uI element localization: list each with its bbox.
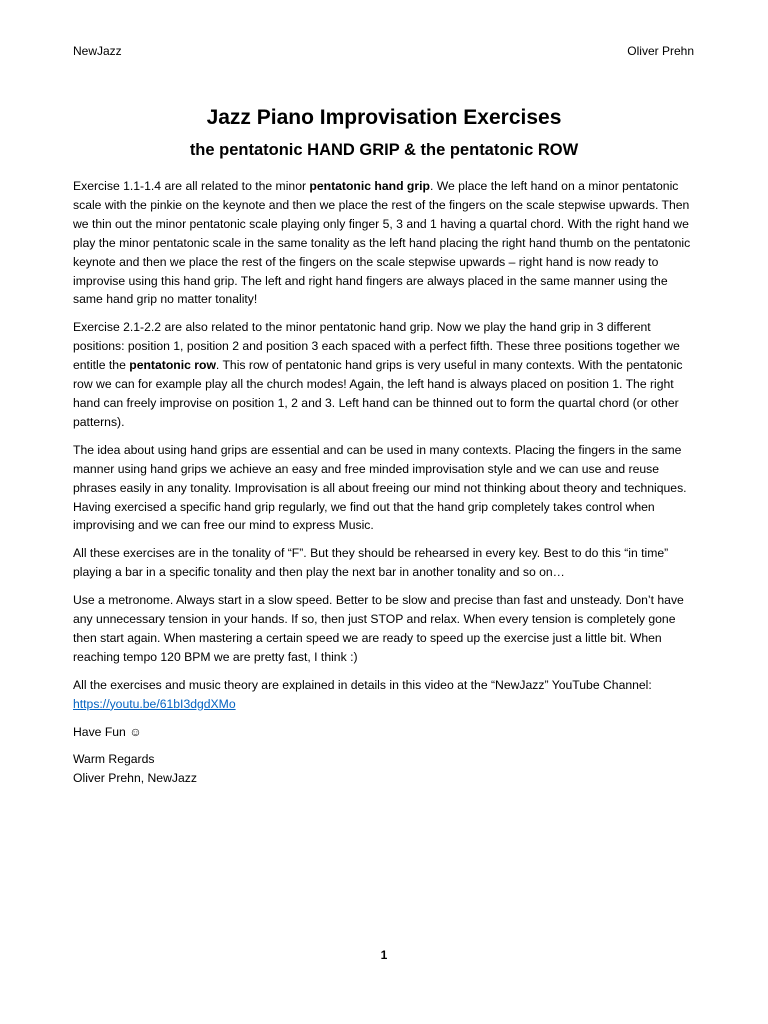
closing-block	[73, 750, 697, 788]
paragraph-text: . We place the left hand on a minor pentatonic scale with the pinkie on the keynote and then we place the rest of the fingers on the scale stepwise upwards. Then we thin out the minor pentatonic scale playing only finger 5, 3 and 1 having a quartal chord. With the right hand we play the minor pentatonic scale in the same tonality as the left hand placing the right hand thumb on the pentatonic keynote and then we place the rest of the fingers on the scale stepwise upwards – right hand is now ready to improvise using this hand grip. The left and right hand fingers are always placed in the same manner using the same hand grip no matter tonality!	[73, 179, 691, 307]
signature-line: Oliver Prehn, NewJazz	[73, 771, 197, 786]
bold-term-hand-grip: pentatonic hand grip	[309, 179, 430, 193]
paragraph-metronome: Use a metronome. Always start in a slow speed. Better to be slow and precise than fast and unsteady. Don’t have any unnecessary tension in your hands. If so, then just STOP and relax. When every tension is completely gone then start again. When mastering a certain speed we are ready to speed up the exercise just a little bit. When reaching tempo 120 BPM we are pretty fast, I think :)	[73, 593, 684, 664]
paragraph-text: Exercise 2.1-2.2 are also related to the minor pentatonic hand grip. Now we play the hand grip in 3 different positions: position 1, position 2 and position 3 each spaced with a perfect fifth. These three positions together we entitle the	[73, 320, 680, 373]
header-right: Oliver Prehn	[627, 44, 694, 58]
document-body	[73, 177, 697, 797]
closing-regards: Warm Regards	[73, 752, 155, 767]
page-number: 1	[380, 948, 388, 962]
have-fun-line: Have Fun ☺	[73, 724, 142, 739]
bold-term-pentatonic-row: pentatonic row	[129, 358, 216, 373]
paragraph-hand-grips: The idea about using hand grips are essential and can be used in many contexts. Placing the fingers in the same manner using hand grips we achieve an easy and free minded improvisation style and we can use and reuse phrases easily in any tonality. Improvisation is all about freeing our mind not thinking about theory and techniques. Having exercised a specific hand grip regularly, we find out that the hand grip completely takes control when improvising and we can free our mind to express Music.	[73, 442, 687, 533]
document-subtitle: the pentatonic HAND GRIP & the pentatonic ROW	[189, 141, 579, 159]
paragraph-exercise-2	[73, 318, 697, 431]
paragraph-exercise-1	[73, 177, 697, 309]
header-left: NewJazz	[73, 44, 122, 58]
paragraph-video	[73, 676, 697, 714]
youtube-link[interactable]: https://youtu.be/61bI3dgdXMo	[73, 696, 236, 711]
paragraph-tonality: All these exercises are in the tonality of “F”. But they should be rehearsed in every key. Best to do this “in time” playing a bar in a specific tonality and then play the next bar in another tonality and so on…	[73, 546, 669, 580]
paragraph-text: . This row of pentatonic hand grips is very useful in many contexts. With the pentatonic row we can for example play all the church modes! Again, the left hand is always placed on position 1. The right hand can freely improvise on position 1, 2 and 3. Left hand can be thinned out to form the quartal chord (or other patterns).	[73, 358, 683, 429]
paragraph-text: Exercise 1.1-1.4 are all related to the minor	[73, 179, 310, 193]
document-title: Jazz Piano Improvisation Exercises	[206, 106, 562, 129]
paragraph-text: All the exercises and music theory are explained in details in this video at the “NewJazz” YouTube Channel:	[73, 677, 652, 692]
